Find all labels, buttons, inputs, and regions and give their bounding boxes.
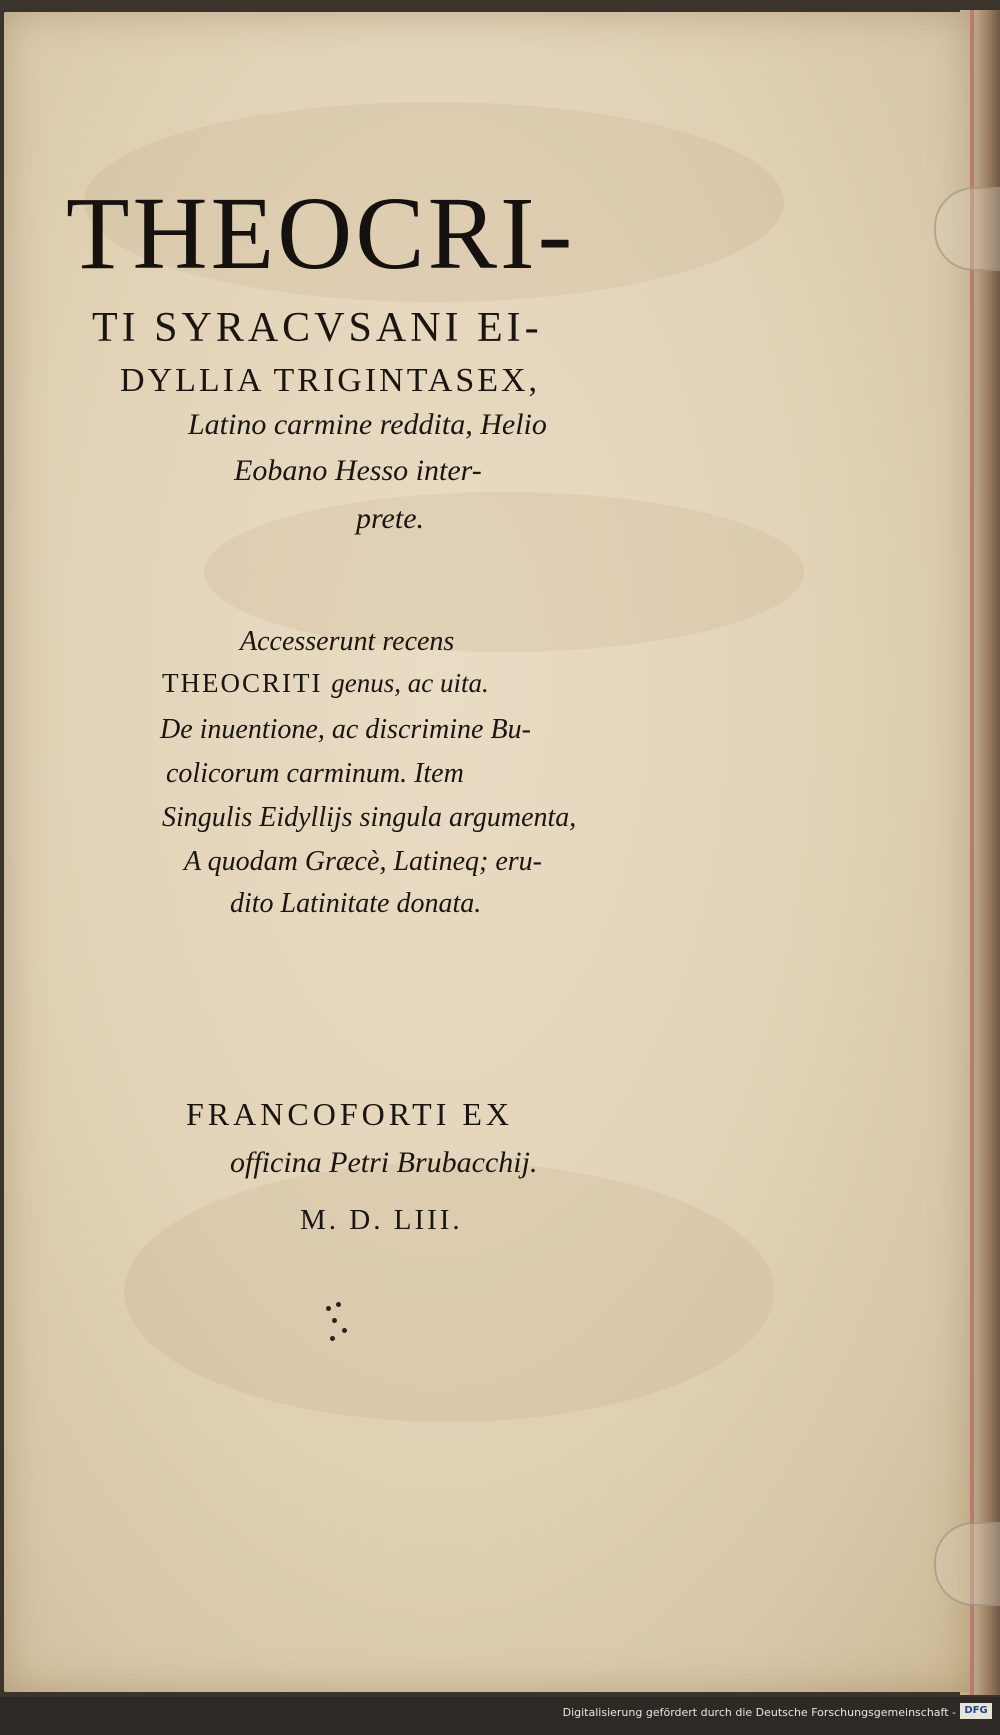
additions-line-3: De inuentione, ac discrimine Bu- bbox=[160, 714, 531, 745]
additions-genus: genus, ac uita. bbox=[331, 668, 489, 698]
dfg-logo: DFG bbox=[960, 1703, 992, 1719]
additions-line-5: Singulis Eidyllijs singula argumenta, bbox=[162, 802, 577, 833]
additions-theocriti: THEOCRITI bbox=[162, 668, 323, 698]
title-theocri: THEOCRI- bbox=[66, 176, 576, 291]
additions-line-7: dito Latinitate donata. bbox=[230, 888, 482, 919]
paper-stain bbox=[124, 1162, 774, 1422]
additions-line-1: Accesserunt recens bbox=[240, 626, 455, 657]
imprint-year: M. D. LIII. bbox=[300, 1204, 463, 1236]
title-line-prete: prete. bbox=[356, 502, 425, 535]
title-line-latino: Latino carmine reddita, Helio bbox=[188, 408, 547, 441]
title-line-syracusani: TI SYRACVSANI EI- bbox=[92, 305, 543, 351]
imprint-line-1: FRANCOFORTI EX bbox=[186, 1096, 513, 1132]
printer-ornament bbox=[322, 1302, 352, 1352]
dfg-credit: Digitalisierung gefördert durch die Deutsche Forschungsgemeinschaft - bbox=[562, 1706, 956, 1719]
imprint-line-2: officina Petri Brubacchij. bbox=[230, 1146, 538, 1179]
page-tab-bottom bbox=[934, 1522, 1000, 1606]
additions-line-6: A quodam Græcè, Latineq; eru- bbox=[184, 846, 542, 877]
page-tab-top bbox=[934, 187, 1000, 271]
additions-line-4: colicorum carminum. Item bbox=[166, 758, 464, 789]
title-line-eobano: Eobano Hesso inter- bbox=[234, 454, 482, 487]
additions-line-2 bbox=[162, 668, 489, 699]
title-page bbox=[4, 12, 970, 1692]
title-line-dyllia: DYLLIA TRIGINTASEX, bbox=[120, 362, 541, 399]
